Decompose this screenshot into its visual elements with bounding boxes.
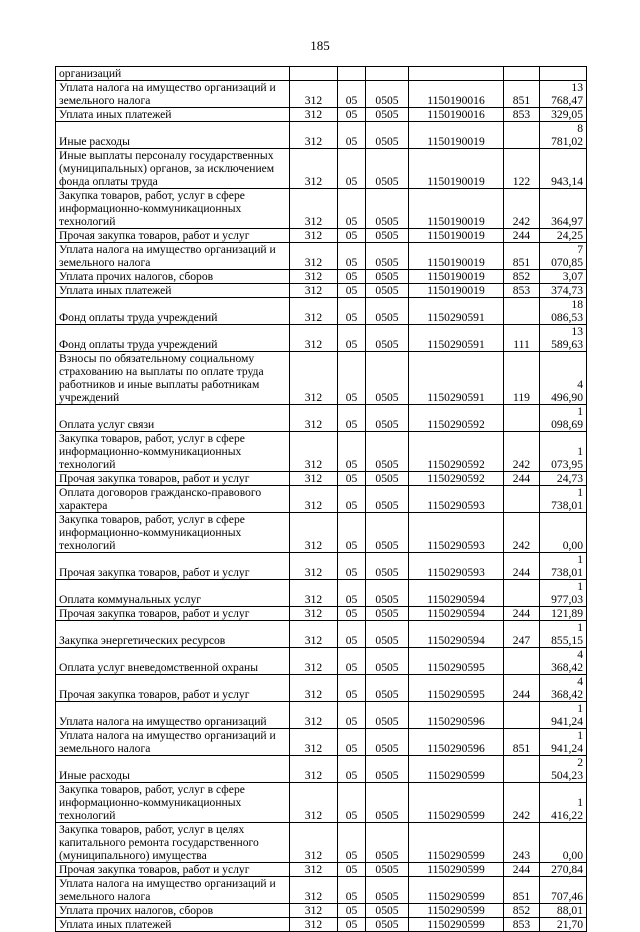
table-row xyxy=(56,756,587,783)
cell-expense-type: 242 xyxy=(504,783,540,823)
cell-expense-type: 242 xyxy=(504,513,540,553)
cell-admin-code: 312 xyxy=(290,229,338,243)
cell-subsection: 0505 xyxy=(366,284,409,298)
cell-name: Уплата иных платежей xyxy=(56,284,290,298)
cell-expense-type xyxy=(504,405,540,432)
cell-amount: 21,70 xyxy=(540,918,587,932)
cell-subsection: 0505 xyxy=(366,122,409,149)
cell-subsection: 0505 xyxy=(366,352,409,405)
table-row xyxy=(56,486,587,513)
cell-expense-type xyxy=(504,756,540,783)
cell-target-article: 1150290599 xyxy=(409,756,504,783)
cell-amount: 1 977,03 xyxy=(540,580,587,607)
cell-subsection: 0505 xyxy=(366,81,409,108)
cell-amount: 0,00 xyxy=(540,513,587,553)
table-row xyxy=(56,189,587,229)
cell-expense-type: 853 xyxy=(504,108,540,122)
cell-expense-type: 852 xyxy=(504,904,540,918)
table-row xyxy=(56,702,587,729)
cell-name: Оплата услуг связи xyxy=(56,405,290,432)
cell-target-article: 1150290596 xyxy=(409,702,504,729)
cell-admin-code: 312 xyxy=(290,122,338,149)
cell-section: 05 xyxy=(338,486,366,513)
cell-section: 05 xyxy=(338,472,366,486)
cell-subsection: 0505 xyxy=(366,432,409,472)
cell-target-article: 1150190019 xyxy=(409,243,504,270)
cell-expense-type: 853 xyxy=(504,284,540,298)
cell-subsection: 0505 xyxy=(366,229,409,243)
table-row xyxy=(56,243,587,270)
cell-amount: 18 086,53 xyxy=(540,298,587,325)
cell-name: Закупка товаров, работ, услуг в целях капитального ремонта государственного (муниципального) имущества xyxy=(56,823,290,863)
cell-expense-type: 244 xyxy=(504,863,540,877)
cell-admin-code: 312 xyxy=(290,823,338,863)
cell-name: Закупка товаров, работ, услуг в сфере информационно-коммуникационных технологий xyxy=(56,189,290,229)
cell-target-article: 1150290591 xyxy=(409,325,504,352)
cell-amount: 943,14 xyxy=(540,149,587,189)
cell-target-article: 1150290591 xyxy=(409,352,504,405)
cell-section: 05 xyxy=(338,108,366,122)
cell-expense-type: 243 xyxy=(504,823,540,863)
cell-amount: 374,73 xyxy=(540,284,587,298)
cell-section: 05 xyxy=(338,729,366,756)
table-row xyxy=(56,284,587,298)
cell-expense-type xyxy=(504,486,540,513)
cell-section: 05 xyxy=(338,432,366,472)
table-row xyxy=(56,270,587,284)
table-row xyxy=(56,149,587,189)
cell-amount: 88,01 xyxy=(540,904,587,918)
cell-admin-code: 312 xyxy=(290,863,338,877)
cell-section: 05 xyxy=(338,270,366,284)
cell-admin-code: 312 xyxy=(290,904,338,918)
cell-section: 05 xyxy=(338,405,366,432)
cell-section: 05 xyxy=(338,298,366,325)
cell-amount: 1 941,24 xyxy=(540,729,587,756)
cell-name: Уплата налога на имущество организаций и земельного налога xyxy=(56,243,290,270)
cell-section: 05 xyxy=(338,352,366,405)
cell-expense-type: 851 xyxy=(504,81,540,108)
cell-expense-type xyxy=(504,122,540,149)
cell-section: 05 xyxy=(338,863,366,877)
table-row xyxy=(56,648,587,675)
cell-amount: 1 416,22 xyxy=(540,783,587,823)
cell-target-article: 1150290599 xyxy=(409,918,504,932)
cell-name: Прочая закупка товаров, работ и услуг xyxy=(56,863,290,877)
cell-section: 05 xyxy=(338,904,366,918)
cell-admin-code: 312 xyxy=(290,607,338,621)
cell-section xyxy=(338,67,366,81)
cell-expense-type: 242 xyxy=(504,189,540,229)
cell-admin-code: 312 xyxy=(290,243,338,270)
cell-target-article: 1150190016 xyxy=(409,108,504,122)
cell-amount: 707,46 xyxy=(540,877,587,904)
cell-name: Иные расходы xyxy=(56,122,290,149)
cell-target-article: 1150190016 xyxy=(409,81,504,108)
cell-target-article: 1150290591 xyxy=(409,298,504,325)
cell-name: Прочая закупка товаров, работ и услуг xyxy=(56,675,290,702)
cell-amount: 2 504,23 xyxy=(540,756,587,783)
cell-expense-type: 851 xyxy=(504,243,540,270)
cell-subsection: 0505 xyxy=(366,243,409,270)
table-row xyxy=(56,298,587,325)
cell-expense-type: 247 xyxy=(504,621,540,648)
cell-section: 05 xyxy=(338,284,366,298)
table-row xyxy=(56,405,587,432)
cell-subsection: 0505 xyxy=(366,580,409,607)
cell-amount: 4 496,90 xyxy=(540,352,587,405)
cell-expense-type: 242 xyxy=(504,432,540,472)
cell-subsection: 0505 xyxy=(366,621,409,648)
cell-name: Уплата налога на имущество организаций и земельного налога xyxy=(56,81,290,108)
cell-name: Фонд оплаты труда учреждений xyxy=(56,325,290,352)
cell-admin-code: 312 xyxy=(290,284,338,298)
cell-target-article: 1150190019 xyxy=(409,284,504,298)
cell-target-article: 1150290593 xyxy=(409,513,504,553)
cell-section: 05 xyxy=(338,81,366,108)
cell-target-article: 1150190019 xyxy=(409,270,504,284)
cell-admin-code: 312 xyxy=(290,580,338,607)
cell-subsection: 0505 xyxy=(366,702,409,729)
cell-target-article: 1150290593 xyxy=(409,553,504,580)
cell-name: Закупка товаров, работ, услуг в сфере информационно-коммуникационных технологий xyxy=(56,513,290,553)
cell-name: Уплата налога на имущество организаций и земельного налога xyxy=(56,877,290,904)
cell-amount: 13 768,47 xyxy=(540,81,587,108)
cell-admin-code: 312 xyxy=(290,918,338,932)
cell-name: Закупка энергетических ресурсов xyxy=(56,621,290,648)
page-number: 185 xyxy=(310,38,330,53)
cell-target-article: 1150290592 xyxy=(409,472,504,486)
cell-target-article: 1150290599 xyxy=(409,863,504,877)
table-row xyxy=(56,122,587,149)
table-row xyxy=(56,108,587,122)
cell-admin-code: 312 xyxy=(290,648,338,675)
cell-amount: 1 941,24 xyxy=(540,702,587,729)
cell-name: Закупка товаров, работ, услуг в сфере информационно-коммуникационных технологий xyxy=(56,432,290,472)
cell-expense-type: 119 xyxy=(504,352,540,405)
cell-name: Прочая закупка товаров, работ и услуг xyxy=(56,607,290,621)
cell-subsection: 0505 xyxy=(366,553,409,580)
cell-target-article: 1150290599 xyxy=(409,783,504,823)
cell-subsection: 0505 xyxy=(366,877,409,904)
cell-admin-code: 312 xyxy=(290,432,338,472)
cell-section: 05 xyxy=(338,756,366,783)
cell-name: Уплата иных платежей xyxy=(56,108,290,122)
cell-target-article: 1150290595 xyxy=(409,675,504,702)
cell-expense-type: 244 xyxy=(504,553,540,580)
table-row xyxy=(56,607,587,621)
cell-subsection: 0505 xyxy=(366,189,409,229)
cell-subsection: 0505 xyxy=(366,675,409,702)
cell-subsection: 0505 xyxy=(366,405,409,432)
cell-target-article xyxy=(409,67,504,81)
cell-admin-code: 312 xyxy=(290,325,338,352)
cell-name: Уплата прочих налогов, сборов xyxy=(56,270,290,284)
cell-amount: 4 368,42 xyxy=(540,648,587,675)
cell-admin-code: 312 xyxy=(290,621,338,648)
table-row xyxy=(56,352,587,405)
cell-name: Взносы по обязательному социальному страхованию на выплаты по оплате труда работников и иные выплаты работникам учреждений xyxy=(56,352,290,405)
cell-admin-code: 312 xyxy=(290,783,338,823)
cell-admin-code: 312 xyxy=(290,513,338,553)
cell-section: 05 xyxy=(338,607,366,621)
cell-section: 05 xyxy=(338,675,366,702)
cell-admin-code: 312 xyxy=(290,675,338,702)
cell-amount: 4 368,42 xyxy=(540,675,587,702)
cell-section: 05 xyxy=(338,702,366,729)
cell-section: 05 xyxy=(338,918,366,932)
cell-expense-type: 244 xyxy=(504,229,540,243)
cell-target-article: 1150290599 xyxy=(409,904,504,918)
cell-name: Иные выплаты персоналу государственных (муниципальных) органов, за исключением фонда оплаты труда xyxy=(56,149,290,189)
cell-name: Оплата услуг вневедомственной охраны xyxy=(56,648,290,675)
cell-amount: 270,84 xyxy=(540,863,587,877)
cell-subsection: 0505 xyxy=(366,648,409,675)
table-row xyxy=(56,675,587,702)
cell-admin-code: 312 xyxy=(290,270,338,284)
cell-subsection: 0505 xyxy=(366,472,409,486)
cell-subsection: 0505 xyxy=(366,918,409,932)
cell-amount: 24,73 xyxy=(540,472,587,486)
cell-target-article: 1150190019 xyxy=(409,229,504,243)
cell-name: организаций xyxy=(56,67,290,81)
table-body xyxy=(56,67,587,932)
cell-name: Прочая закупка товаров, работ и услуг xyxy=(56,553,290,580)
cell-name: Уплата иных платежей xyxy=(56,918,290,932)
cell-amount: 1 855,15 xyxy=(540,621,587,648)
cell-expense-type: 851 xyxy=(504,877,540,904)
cell-expense-type: 853 xyxy=(504,918,540,932)
cell-amount: 329,05 xyxy=(540,108,587,122)
cell-subsection: 0505 xyxy=(366,149,409,189)
cell-subsection: 0505 xyxy=(366,783,409,823)
table-row xyxy=(56,513,587,553)
table-row xyxy=(56,229,587,243)
cell-target-article: 1150290593 xyxy=(409,486,504,513)
cell-target-article: 1150290592 xyxy=(409,405,504,432)
table-row xyxy=(56,621,587,648)
cell-admin-code: 312 xyxy=(290,108,338,122)
cell-name: Оплата договоров гражданско-правового характера xyxy=(56,486,290,513)
cell-section: 05 xyxy=(338,243,366,270)
cell-section: 05 xyxy=(338,580,366,607)
cell-subsection: 0505 xyxy=(366,298,409,325)
cell-target-article: 1150290592 xyxy=(409,432,504,472)
table-row xyxy=(56,783,587,823)
cell-amount: 3,07 xyxy=(540,270,587,284)
table-row xyxy=(56,904,587,918)
cell-name: Фонд оплаты труда учреждений xyxy=(56,298,290,325)
cell-section: 05 xyxy=(338,229,366,243)
table-row xyxy=(56,729,587,756)
cell-expense-type xyxy=(504,648,540,675)
cell-target-article: 1150190019 xyxy=(409,189,504,229)
cell-name: Прочая закупка товаров, работ и услуг xyxy=(56,472,290,486)
cell-subsection: 0505 xyxy=(366,904,409,918)
cell-amount: 8 781,02 xyxy=(540,122,587,149)
cell-expense-type: 244 xyxy=(504,607,540,621)
cell-amount: 13 589,63 xyxy=(540,325,587,352)
cell-target-article: 1150290595 xyxy=(409,648,504,675)
cell-expense-type xyxy=(504,702,540,729)
cell-admin-code: 312 xyxy=(290,553,338,580)
cell-target-article: 1150290594 xyxy=(409,607,504,621)
table-row xyxy=(56,918,587,932)
cell-amount: 364,97 xyxy=(540,189,587,229)
cell-subsection: 0505 xyxy=(366,863,409,877)
cell-admin-code: 312 xyxy=(290,405,338,432)
table-row xyxy=(56,81,587,108)
cell-section: 05 xyxy=(338,149,366,189)
cell-admin-code: 312 xyxy=(290,486,338,513)
cell-amount: 121,89 xyxy=(540,607,587,621)
cell-amount: 7 070,85 xyxy=(540,243,587,270)
cell-expense-type xyxy=(504,67,540,81)
cell-target-article: 1150290594 xyxy=(409,621,504,648)
cell-target-article: 1150190019 xyxy=(409,149,504,189)
table-row xyxy=(56,553,587,580)
cell-subsection: 0505 xyxy=(366,325,409,352)
cell-admin-code: 312 xyxy=(290,472,338,486)
table-row xyxy=(56,472,587,486)
cell-section: 05 xyxy=(338,553,366,580)
cell-subsection: 0505 xyxy=(366,607,409,621)
budget-table xyxy=(55,66,587,932)
cell-name: Иные расходы xyxy=(56,756,290,783)
cell-admin-code: 312 xyxy=(290,149,338,189)
cell-name: Уплата прочих налогов, сборов xyxy=(56,904,290,918)
cell-target-article: 1150290596 xyxy=(409,729,504,756)
cell-expense-type: 111 xyxy=(504,325,540,352)
cell-expense-type xyxy=(504,298,540,325)
table-row xyxy=(56,877,587,904)
cell-name: Прочая закупка товаров, работ и услуг xyxy=(56,229,290,243)
cell-expense-type: 852 xyxy=(504,270,540,284)
table-row xyxy=(56,432,587,472)
cell-section: 05 xyxy=(338,621,366,648)
cell-subsection: 0505 xyxy=(366,108,409,122)
cell-amount: 1 073,95 xyxy=(540,432,587,472)
cell-amount: 24,25 xyxy=(540,229,587,243)
table-row xyxy=(56,823,587,863)
cell-subsection xyxy=(366,67,409,81)
cell-target-article: 1150290599 xyxy=(409,823,504,863)
cell-amount: 1 738,01 xyxy=(540,486,587,513)
cell-amount: 0,00 xyxy=(540,823,587,863)
cell-admin-code: 312 xyxy=(290,877,338,904)
cell-section: 05 xyxy=(338,783,366,823)
cell-name: Уплата налога на имущество организаций и земельного налога xyxy=(56,729,290,756)
cell-target-article: 1150290599 xyxy=(409,877,504,904)
cell-expense-type xyxy=(504,580,540,607)
cell-admin-code: 312 xyxy=(290,81,338,108)
cell-section: 05 xyxy=(338,877,366,904)
cell-subsection: 0505 xyxy=(366,823,409,863)
cell-admin-code: 312 xyxy=(290,298,338,325)
cell-admin-code: 312 xyxy=(290,756,338,783)
cell-admin-code: 312 xyxy=(290,702,338,729)
cell-admin-code: 312 xyxy=(290,189,338,229)
cell-amount: 1 098,69 xyxy=(540,405,587,432)
cell-name: Закупка товаров, работ, услуг в сфере информационно-коммуникационных технологий xyxy=(56,783,290,823)
cell-section: 05 xyxy=(338,648,366,675)
cell-admin-code: 312 xyxy=(290,352,338,405)
cell-amount: 1 738,01 xyxy=(540,553,587,580)
cell-subsection: 0505 xyxy=(366,513,409,553)
cell-subsection: 0505 xyxy=(366,729,409,756)
table-row xyxy=(56,863,587,877)
cell-name: Уплата налога на имущество организаций xyxy=(56,702,290,729)
cell-expense-type: 244 xyxy=(504,675,540,702)
cell-section: 05 xyxy=(338,513,366,553)
cell-target-article: 1150190019 xyxy=(409,122,504,149)
table-row xyxy=(56,580,587,607)
cell-amount xyxy=(540,67,587,81)
cell-section: 05 xyxy=(338,122,366,149)
cell-subsection: 0505 xyxy=(366,270,409,284)
cell-admin-code xyxy=(290,67,338,81)
table-row xyxy=(56,67,587,81)
cell-target-article: 1150290594 xyxy=(409,580,504,607)
cell-section: 05 xyxy=(338,325,366,352)
cell-subsection: 0505 xyxy=(366,486,409,513)
cell-section: 05 xyxy=(338,189,366,229)
cell-section: 05 xyxy=(338,823,366,863)
cell-admin-code: 312 xyxy=(290,729,338,756)
table-row xyxy=(56,325,587,352)
cell-name: Оплата коммунальных услуг xyxy=(56,580,290,607)
cell-expense-type: 244 xyxy=(504,472,540,486)
cell-subsection: 0505 xyxy=(366,756,409,783)
cell-expense-type: 122 xyxy=(504,149,540,189)
cell-expense-type: 851 xyxy=(504,729,540,756)
